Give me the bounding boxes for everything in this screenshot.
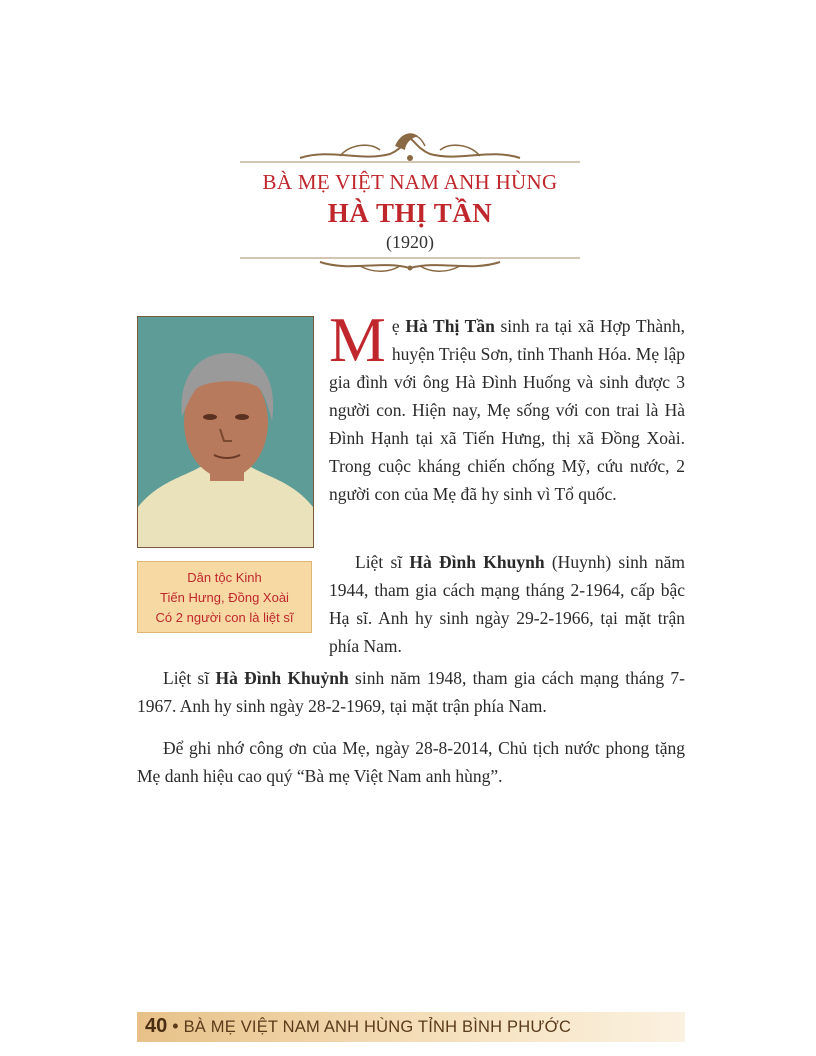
mother-name: Hà Thị Tần [405, 316, 495, 336]
text-run: Liệt sĩ [163, 668, 216, 688]
portrait-illustration [138, 317, 313, 547]
paragraph-intro [329, 304, 685, 508]
page-footer [137, 1012, 685, 1042]
heading-kicker: BÀ MẸ VIỆT NAM ANH HÙNG [262, 170, 558, 194]
text-run: (Huynh) sinh năm 1944, tham gia cách mạng tháng 2-1964, cấp bậc Hạ sĩ. Anh hy sinh ngày 29-2-1966, tại mặt trận phía Nam. [329, 552, 685, 656]
footer-bullet: • [172, 1016, 179, 1036]
paragraph-martyr-1 [329, 548, 685, 660]
portrait-photo [137, 316, 314, 548]
caption-line: Tiến Hưng, Đồng Xoài [160, 590, 289, 605]
caption-line: Có 2 người con là liệt sĩ [155, 610, 294, 625]
drop-cap: M [329, 304, 386, 375]
paragraph-martyr-2 [137, 664, 685, 720]
page-number: 40 [145, 1015, 168, 1037]
text-run: sinh ra tại xã Hợp Thành, huyện Triệu Sơn, tỉnh Thanh Hóa. Mẹ lập gia đình với ông Hà Đình Huống và sinh được 3 người con. Hiện nay, Mẹ sống với con trai là Hà Đình Hạnh tại xã Tiến Hưng, thị xã Đồng Xoài. Trong cuộc kháng chiến chống Mỹ, cứu nước, 2 người con của Mẹ đã hy sinh vì Tổ quốc. [329, 316, 685, 504]
photo-caption [137, 561, 312, 633]
heading-years: (1920) [386, 232, 434, 252]
text-run: ẹ [391, 316, 406, 336]
caption-line: Dân tộc Kinh [187, 570, 262, 585]
heading-name: HÀ THỊ TẦN [327, 198, 493, 228]
martyr-name: Hà Đình Khuỷnh [215, 668, 349, 688]
bottom-ornament [240, 252, 580, 278]
text-run: Liệt sĩ [355, 552, 410, 572]
text-run: sinh năm 1948, tham gia cách mạng tháng 7-1967. Anh hy sinh ngày 28-2-1969, tại mặt trận phía Nam. [137, 668, 685, 716]
footer-title: BÀ MẸ VIỆT NAM ANH HÙNG TỈNH BÌNH PHƯỚC [183, 1018, 572, 1036]
paragraph-honor: Để ghi nhớ công ơn của Mẹ, ngày 28-8-2014, Chủ tịch nước phong tặng Mẹ danh hiệu cao quý “Bà mẹ Việt Nam anh hùng”. [137, 738, 685, 786]
martyr-name: Hà Đình Khuynh [409, 552, 545, 572]
top-ornament [240, 128, 580, 168]
